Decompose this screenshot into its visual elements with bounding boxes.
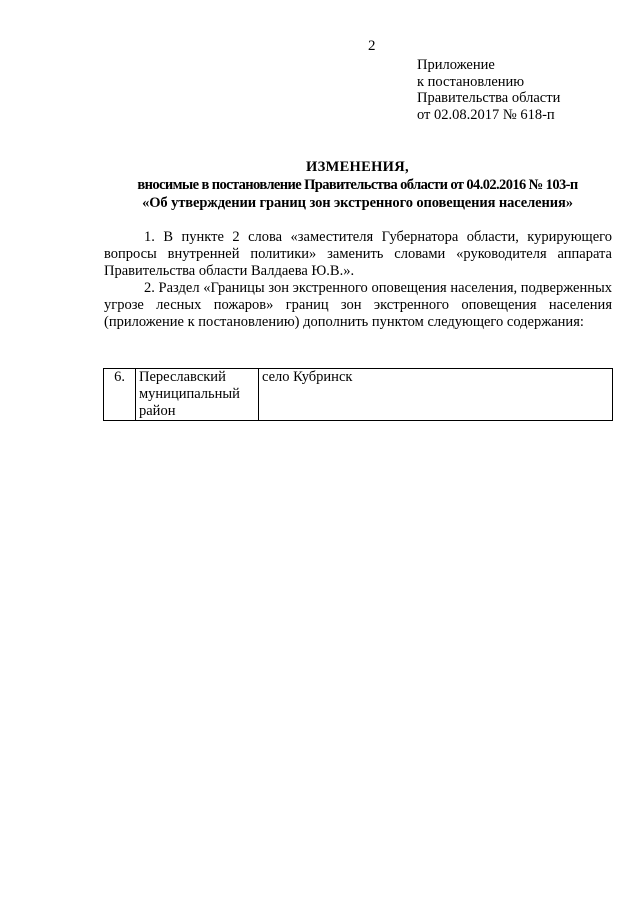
paragraph-1: 1. В пункте 2 слова «заместителя Губернатора области, курирующего вопросы внутренней политики» заменить словами «руководителя аппарата Правительства области Валдаева Ю.В.».: [104, 229, 612, 279]
locality-cell: село Кубринск: [259, 369, 613, 421]
annex-line: Правительства области: [417, 90, 561, 106]
row-number-cell: 6.: [104, 369, 136, 421]
heading-subtitle: вносимые в постановление Правительства области от 04.02.2016 № 103-п: [137, 177, 578, 193]
annex-line: от 02.08.2017 № 618-п: [417, 106, 555, 123]
annex-line: к постановлению: [417, 73, 525, 90]
annex-block: [417, 57, 560, 123]
page-number: 2: [368, 38, 376, 54]
district-cell: Переславский муниципальный район: [136, 369, 259, 421]
heading-title: ИЗМЕНЕНИЯ,: [306, 159, 409, 175]
document-body: [104, 229, 612, 331]
document-heading: [100, 158, 615, 212]
table-row: [104, 369, 613, 421]
annex-line: Приложение: [417, 57, 495, 73]
amendment-table: [103, 368, 613, 421]
heading-subtitle-quote: «Об утверждении границ зон экстренного оповещения населения»: [142, 195, 573, 211]
paragraph-2: 2. Раздел «Границы зон экстренного оповещения населения, подверженных угрозе лесных пожаров» границ зон экстренного оповещения населения (приложение к постановлению) дополнить пунктом следующего содержания:: [104, 280, 612, 330]
